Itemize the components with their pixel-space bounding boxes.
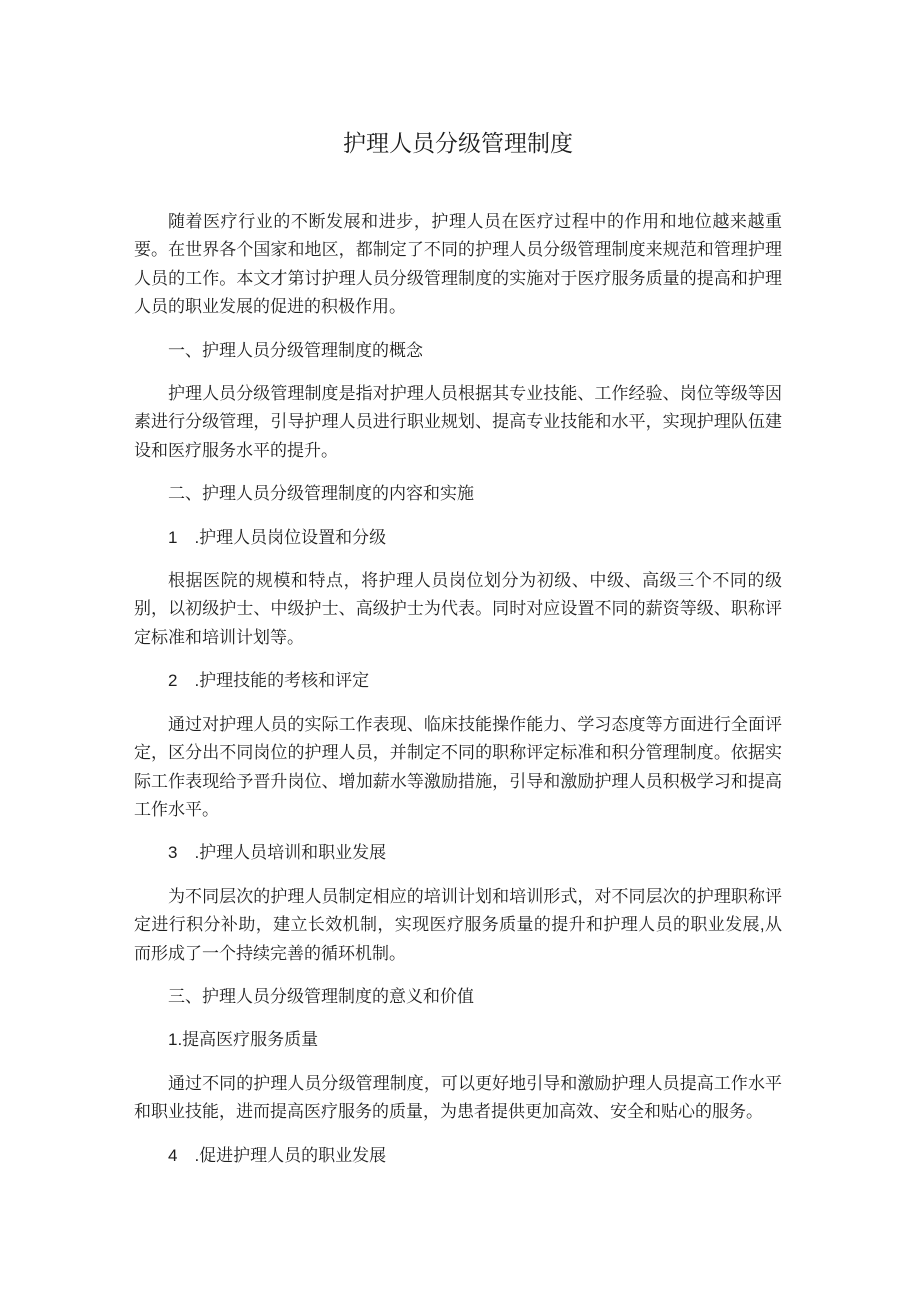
paragraph: 根据医院的规模和特点，将护理人员岗位划分为初级、中级、高级三个不同的级别，以初级护士、中级护士、高级护士为代表。同时对应设置不同的薪资等级、职称评定标准和培训计划等。 (134, 571, 782, 647)
paragraph: 随着医疗行业的不断发展和进步，护理人员在医疗过程中的作用和地位越来越重要。在世界各个国家和地区，都制定了不同的护理人员分级管理制度来规范和管理护理人员的工作。本文才第讨护理人员分级管理制度的实施对于医疗服务质量的提高和护理人员的职业发展的促进的积极作用。 (134, 212, 782, 317)
section-heading: 4 .促进护理人员的职业发展 (168, 1145, 387, 1165)
paragraph: 护理人员分级管理制度是指对护理人员根据其专业技能、工作经验、岗位等级等因素进行分级管理，引导护理人员进行职业规划、提高专业技能和水平，实现护理队伍建设和医疗服务水平的提升。 (134, 384, 782, 460)
section-heading: 1 .护理人员岗位设置和分级 (168, 527, 387, 547)
section-heading: 二、护理人员分级管理制度的内容和实施 (168, 484, 474, 504)
section-heading: 3 .护理人员培训和职业发展 (168, 843, 387, 863)
document-body (134, 208, 782, 1170)
paragraph: 通过对护理人员的实际工作表现、临床技能操作能力、学习态度等方面进行全面评定，区分出不同岗位的护理人员，并制定不同的职称评定标准和积分管理制度。依据实际工作表现给予晋升岗位、增加薪水等激励措施，引导和激励护理人员积极学习和提高工作水平。 (134, 714, 782, 819)
section-heading: 一、护理人员分级管理制度的概念 (168, 340, 423, 360)
paragraph: 通过不同的护理人员分级管理制度，可以更好地引导和激励护理人员提高工作水平和职业技能，进而提高医疗服务的质量，为患者提供更加高效、安全和贴心的服务。 (134, 1073, 782, 1122)
section-heading: 三、护理人员分级管理制度的意义和价值 (168, 986, 474, 1006)
section-heading: 1.提高医疗服务质量 (168, 1030, 319, 1050)
document-title: 护理人员分级管理制度 (343, 130, 573, 156)
paragraph: 为不同层次的护理人员制定相应的培训计划和培训形式，对不同层次的护理职称评定进行积分补助，建立长效机制，实现医疗服务质量的提升和护理人员的职业发展,从而形成了一个持续完善的循环机制。 (134, 886, 782, 963)
section-heading: 2 .护理技能的考核和评定 (168, 671, 370, 691)
